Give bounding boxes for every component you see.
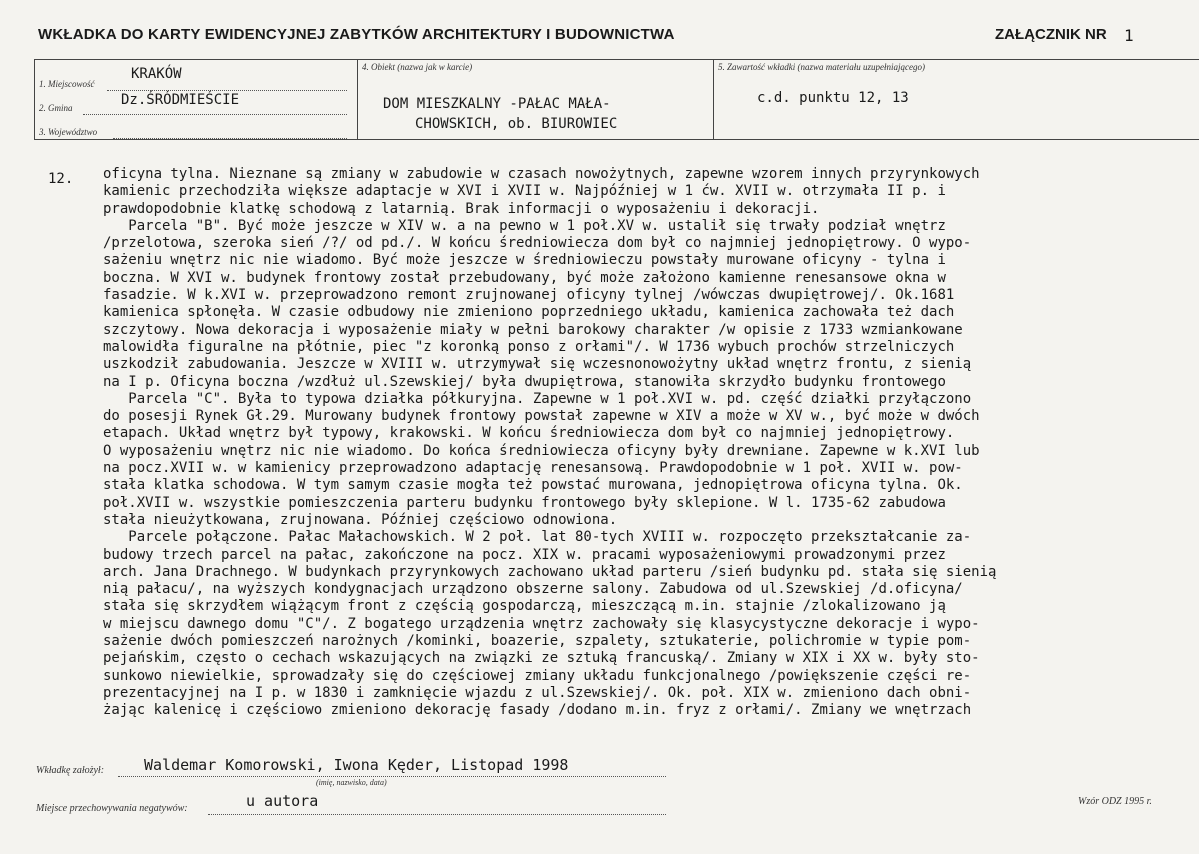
body-line: kamienic przechodziła większe adaptacje w XVI i XVII w. Najpóźniej w 1 ćw. XVII w. otrzymała II p. i [103,183,946,200]
body-line: budowy trzech parcel na pałac, zakończone na pocz. XIX w. pracami wyposażeniowymi prowadzonymi przez [103,546,946,563]
form-title: WKŁADKA DO KARTY EWIDENCYJNEJ ZABYTKÓW ARCHITEKTURY I BUDOWNICTWA [38,26,675,43]
body-line: w miejscu dawnego domu "C"/. Z bogatego urządzenia wnętrz zachowały się klasycystyczne dekoracje i wypo- [103,615,980,632]
body-line: etapach. Układ wnętrz był typowy, krakowski. W końcu średniowiecza dom był co najmniej jednopiętrowy. [103,425,955,442]
founded-line [118,776,666,777]
object-name-line-2: CHOWSKICH, ob. BIUROWIEC [415,116,618,132]
body-line: stała klatka schodowa. W tym samym czasie mogła też powstać murowana, jednopiętrowa oficyna tylna. Ok. [103,477,963,494]
annex-label: ZAŁĄCZNIK NR [995,26,1107,43]
wojewodztwo-label: 3. Województwo [39,127,98,137]
negatives-line [208,814,666,815]
body-line: O wyposażeniu wnętrz nic nie wiadomo. Do końca średniowiecza oficyny były drewniane. Zapewne w k.XVI lub [103,442,980,459]
body-line: prezentacyjnej na I p. w 1830 i zamknięcie wjazdu z ul.Szewskiej/. Ok. poł. XIX w. zmieniono dach obni- [103,684,972,701]
body-line: sażenie dwóch pomieszczeń narożnych /kominki, boazerie, szpalety, sztukaterie, polichromie w typie pom- [103,633,972,650]
body-line: /przelotowa, szeroka sień /?/ od pd./. W końcu średniowiecza dom był co najmniej jednopiętrowy. O wypo- [103,235,972,252]
body-line: Parcela "C". Była to typowa działka półkuryjna. Zapewne w 1 poł.XVI w. pd. część działki przyłączono [103,390,972,407]
body-line: Parcela "B". Być może jeszcze w XIV w. a na pewno w 1 poł.XV w. ustalił się trwały podział wnętrz [103,217,946,234]
body-line: szczytowy. Nowa dekoracja i wyposażenie miały w pełni barokowy charakter /w opisie z 1733 wzmiankowane [103,321,963,338]
miejscowosc-line [107,90,347,91]
form-code: Wzór ODZ 1995 r. [1078,796,1152,807]
body-line: malowidła figuralne na płótnie, piec "z koronką ponso z orłami"/. W 1736 wybuch prochów strzelniczych [103,338,955,355]
body-line: Parcele połączone. Pałac Małachowskich. W 2 poł. lat 80-tych XVIII w. rozpoczęto przekształcanie za- [103,529,972,546]
negatives-label: Miejsce przechowywania negatywów: [36,803,188,814]
founded-label: Wkładkę założył: [36,765,105,776]
negatives-value: u autora [246,792,319,810]
body-line: sażeniu wnętrz nic nie wiadomo. Być może jeszcze w średniowieczu powstały murowane oficyny - tylna i [103,252,946,269]
wojewodztwo-line [113,138,347,139]
body-line: do posesji Rynek Gł.29. Murowany budynek frontowy powstał zapewne w XIV a może w XV w., być może w dwóch [103,408,980,425]
body-line: żając kalenicę i częściowo zmieniono dekorację fasady /dodano m.in. fryz z orłami/. Zmiany we wnętrzach [103,702,972,719]
point-number: 12. [48,171,74,187]
founded-hint: (imię, nazwisko, data) [316,778,387,787]
body-line: boczna. W XVI w. budynek frontowy został przebudowany, być może założono kamienne renesansowe okna w [103,269,946,286]
body-line: arch. Jana Drachnego. W budynkach przyrynkowych zachowano układ parteru /sień budynku pd. stała się sienią [103,563,997,580]
location-box [34,59,358,140]
body-line: kamienica spłonęła. W czasie odbudowy nie zmieniono poprzedniego układu, kamienica zachowała też dach [103,304,955,321]
body-text [103,166,1188,720]
gmina-line [83,114,347,115]
miejscowosc-label: 1. Miejscowość [39,79,95,89]
body-line: pejańskim, często o cechach wskazujących na związki ze sztuką francuską/. Zmiany w XIX i XX w. były sto- [103,650,980,667]
object-name [383,94,703,134]
body-line: oficyna tylna. Nieznane są zmiany w zabudowie w czasach nowożytnych, zapewne wzorem innych przyrynkowych [103,166,980,182]
body-line: poł.XVII w. wszystkie pomieszczenia parteru budynku frontowego były sklepione. W l. 1735-62 zabudowa [103,494,946,511]
body-line: uszkodził zabudowania. Jeszcze w XVIII w. utrzymywał się wczesnonowożytny układ wnętrz frontu, z sienią [103,356,972,373]
body-line: stała nieużytkowana, zrujnowana. Później częściowo odnowiona. [103,511,618,528]
annex-number: 1 [1124,26,1134,45]
founded-value: Waldemar Komorowski, Iwona Kęder, Listopad 1998 [144,756,569,774]
body-line: na I p. Oficyna boczna /wzdłuż ul.Szewskiej/ była dwupiętrowa, stanowiła skrzydło budynku frontowego [103,373,946,390]
gmina-label: 2. Gmina [39,103,73,113]
zawartosc-label: 5. Zawartość wkładki (nazwa materiału uzupełniającego) [718,62,925,72]
body-line: nią pałacu/, na wyższych kondygnacjach urządzono obszerne salony. Zabudowa od ul.Szewskiej /d.oficyna/ [103,581,963,598]
body-line: na pocz.XVII w. w kamienicy przeprowadzono adaptację renesansową. Prawdopodobnie w 1 poł. XVII w. pow- [103,460,963,477]
body-line: fasadzie. W k.XVI w. przeprowadzono remont zrujnowanej oficyny tylnej /wówczas dwupiętrowej/. Ok.1681 [103,287,955,304]
gmina-value: Dz.ŚRÓDMIEŚCIE [121,92,240,108]
obiekt-label: 4. Obiekt (nazwa jak w karcie) [362,62,473,72]
body-line: stała się skrzydłem wiążącym front z częścią gospodarczą, mieszczącą m.in. stajnie /zlokalizowano ją [103,598,946,615]
body-line: prawdopodobnie klatkę schodową z latarnią. Brak informacji o wyposażeniu i dekoracji. [103,200,820,217]
object-name-line-1: DOM MIESZKALNY -PAŁAC MAŁA- [383,96,611,112]
body-line: sunkowo niewielkie, sprowadzały się do częściowej zmiany układu funkcjonalnego /powiększenie części re- [103,667,972,684]
contents-value: c.d. punktu 12, 13 [757,90,909,106]
miejscowosc-value: KRAKÓW [131,66,182,82]
